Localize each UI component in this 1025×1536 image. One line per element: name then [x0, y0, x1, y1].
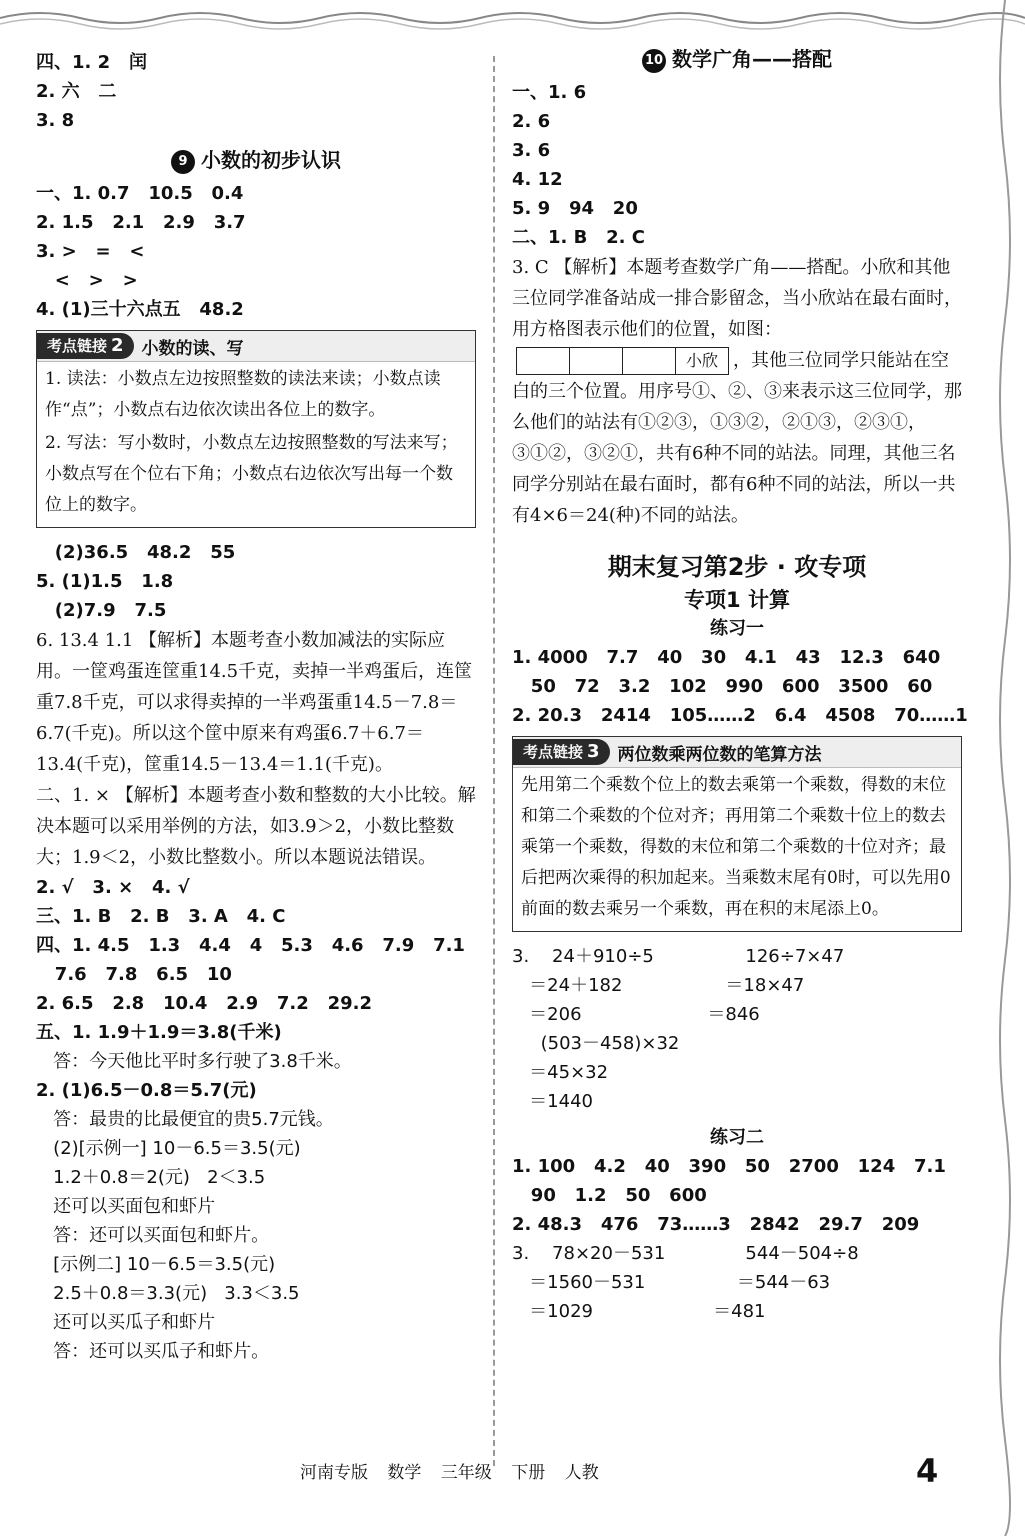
tag-label: 考点链接 — [523, 743, 584, 761]
column-divider — [493, 56, 495, 1466]
answer-line: < > > — [36, 270, 138, 291]
calc-line: 3. 78×20－531 544－504÷8 — [512, 1243, 859, 1264]
answer-line: 答：还可以买面包和虾片。 — [36, 1225, 270, 1246]
position-grid — [516, 347, 729, 375]
answer-line: 还可以买瓜子和虾片 — [36, 1312, 216, 1333]
knowledge-link-heading: 小数的读、写 — [141, 338, 244, 359]
answer-line: 5. 9 94 20 — [512, 198, 638, 219]
answer-line: 2. 1.5 2.1 2.9 3.7 — [36, 212, 246, 233]
section-heading-9 — [36, 145, 476, 175]
calc-line: ＝1440 — [512, 1091, 593, 1112]
answer-line: 4. (1)三十六点五 48.2 — [36, 299, 244, 320]
answer-line: 3. 8 — [36, 110, 75, 131]
exercise-title: 练习二 — [710, 1127, 764, 1148]
answer-line: 答：还可以买瓜子和虾片。 — [36, 1341, 270, 1362]
grid-cell-label: 小欣 — [676, 348, 729, 375]
answer-explanation: 二、1. × 【解析】本题考查小数和整数的大小比较。解决本题可以采用举例的方法，如3.9＞2，小数比整数大；1.9＜2，小数比整数小。所以本题说法错误。 — [36, 785, 476, 868]
calc-line: ＝1029 ＝481 — [512, 1301, 766, 1322]
right-border-decoration — [965, 0, 1025, 1536]
answer-line: 三、1. B 2. B 3. A 4. C — [36, 906, 286, 927]
exercise-title: 练习一 — [710, 618, 764, 639]
answer-line: 7.6 7.8 6.5 10 — [36, 964, 232, 985]
answer-line: 一、1. 0.7 10.5 0.4 — [36, 183, 244, 204]
knowledge-text: 先用第二个乘数个位上的数去乘第一个乘数，得数的末位和第二个乘数的个位对齐；再用第二个乘数十位上的数去乘第一个乘数，得数的末位和第二个乘数的十位对齐；最后把两次乘得的积加起来。当乘数末尾有0时，可以先用0前面的数去乘另一个乘数，再在积的末尾添上0。 — [521, 775, 951, 919]
knowledge-link-header — [37, 331, 475, 362]
answer-line: 还可以买面包和虾片 — [36, 1196, 216, 1217]
answer-line: 1. 100 4.2 40 390 50 2700 124 7.1 — [512, 1156, 946, 1177]
left-column — [36, 48, 476, 1366]
answer-explanation — [512, 252, 962, 531]
answer-line: (2)36.5 48.2 55 — [36, 542, 236, 563]
answer-line: (2)[示例一] 10－6.5＝3.5(元) — [36, 1138, 301, 1159]
answer-line: 1.2＋0.8＝2(元) 2＜3.5 — [36, 1167, 266, 1188]
answer-line: 二、1. B 2. C — [512, 227, 645, 248]
answer-list — [36, 48, 476, 135]
answer-line: [示例二] 10－6.5＝3.5(元) — [36, 1254, 276, 1275]
review-title: 期末复习第2步 · 攻专项 — [607, 553, 867, 581]
answer-line: 90 1.2 50 600 — [512, 1185, 707, 1206]
topic-title: 专项1 计算 — [684, 588, 790, 612]
answer-line: 答：今天他比平时多行驶了3.8千米。 — [36, 1051, 352, 1072]
answer-line: 2.5＋0.8＝3.3(元) 3.3＜3.5 — [36, 1283, 300, 1304]
answer-line: (2)7.9 7.5 — [36, 600, 167, 621]
answer-line: 3. 6 — [512, 140, 551, 161]
section-title: 小数的初步认识 — [201, 148, 341, 172]
knowledge-link-heading: 两位数乘两位数的笔算方法 — [617, 744, 822, 765]
answer-line: 2. (1)6.5－0.8＝5.7(元) — [36, 1080, 257, 1101]
calc-line: 3. 24＋910÷5 126÷7×47 — [512, 946, 845, 967]
knowledge-link-tag — [513, 739, 610, 765]
calc-line: ＝24＋182 ＝18×47 — [512, 975, 805, 996]
knowledge-text: 1. 读法：小数点左边按照整数的读法来读；小数点读作“点”；小数点右边依次读出各位上的数字。 — [45, 369, 441, 420]
answer-line: 2. 6 — [512, 111, 551, 132]
calc-line: (503－458)×32 — [512, 1033, 680, 1054]
answer-line: 2. √ 3. × 4. √ — [36, 877, 190, 898]
answer-line: 五、1. 1.9＋1.9＝3.8(千米) — [36, 1022, 282, 1043]
explanation-text: ，其他三位同学只能站在空白的三个位置。用序号①、②、③来表示这三位同学，那么他们的站法有①②③，①③②，②①③，②③①，③①②，③②①，共有6种不同的站法。同理，其他三名同学分别站在最右面时，都有6种不同的站法，所以一共有4×6＝24(种)不同的站法。 — [512, 350, 962, 526]
answer-line: 一、1. 6 — [512, 82, 587, 103]
answer-line: 2. 20.3 2414 105……2 6.4 4508 70……1 — [512, 705, 968, 726]
knowledge-link-header — [513, 737, 961, 768]
page-number: 4 — [916, 1452, 939, 1490]
answer-line: 四、1. 4.5 1.3 4.4 4 5.3 4.6 7.9 7.1 — [36, 935, 465, 956]
section-number: 9 — [171, 150, 195, 174]
calc-line: ＝1560－531 ＝544－63 — [512, 1272, 831, 1293]
answer-line: 2. 48.3 476 73……3 2842 29.7 209 — [512, 1214, 920, 1235]
answer-line: 四、1. 2 闰 — [36, 52, 147, 73]
answer-line: 2. 6.5 2.8 10.4 2.9 7.2 29.2 — [36, 993, 372, 1014]
calc-line: ＝45×32 — [512, 1062, 609, 1083]
knowledge-text: 2. 写法：写小数时，小数点左边按照整数的写法来写；小数点写在个位右下角；小数点右边依次写出每一个数位上的数字。 — [45, 433, 458, 515]
answer-line: 2. 六 二 — [36, 81, 117, 102]
answer-line: 3. > = < — [36, 241, 145, 262]
section-title: 数学广角——搭配 — [672, 47, 832, 71]
right-column — [512, 40, 968, 1326]
knowledge-link-tag — [37, 333, 134, 359]
answer-line: 答：最贵的比最便宜的贵5.7元钱。 — [36, 1109, 334, 1130]
section-heading-10 — [512, 44, 962, 74]
tag-number: 3 — [587, 741, 600, 762]
knowledge-link-box — [512, 736, 962, 932]
calc-line: ＝206 ＝846 — [512, 1004, 760, 1025]
answer-explanation: 6. 13.4 1.1 【解析】本题考查小数加减法的实际应用。一筐鸡蛋连筐重14.5千克，卖掉一半鸡蛋后，连筐重7.8千克，可以求得卖掉的一半鸡蛋重14.5－7.8＝6.7(千克)。所以这个筐中原来有鸡蛋6.7＋6.7＝13.4(千克)，筐重14.5－13.4＝1.1(千克)。 — [36, 630, 473, 775]
explanation-text: 3. C 【解析】本题考查数学广角——搭配。小欣和其他三位同学准备站成一排合影留念，当小欣站在最右面时，用方格图表示他们的位置，如图： — [512, 257, 962, 340]
tag-number: 2 — [111, 335, 124, 356]
answer-line: 4. 12 — [512, 169, 563, 190]
tag-label: 考点链接 — [47, 337, 108, 355]
answer-line: 5. (1)1.5 1.8 — [36, 571, 174, 592]
top-border-decoration — [0, 0, 1025, 40]
answer-line: 1. 4000 7.7 40 30 4.1 43 12.3 640 — [512, 647, 941, 668]
knowledge-link-box — [36, 330, 476, 528]
answer-line: 50 72 3.2 102 990 600 3500 60 — [512, 676, 933, 697]
page-footer: 河南专版 数学 三年级 下册 人教 — [300, 1463, 599, 1483]
section-number: 10 — [642, 49, 666, 73]
